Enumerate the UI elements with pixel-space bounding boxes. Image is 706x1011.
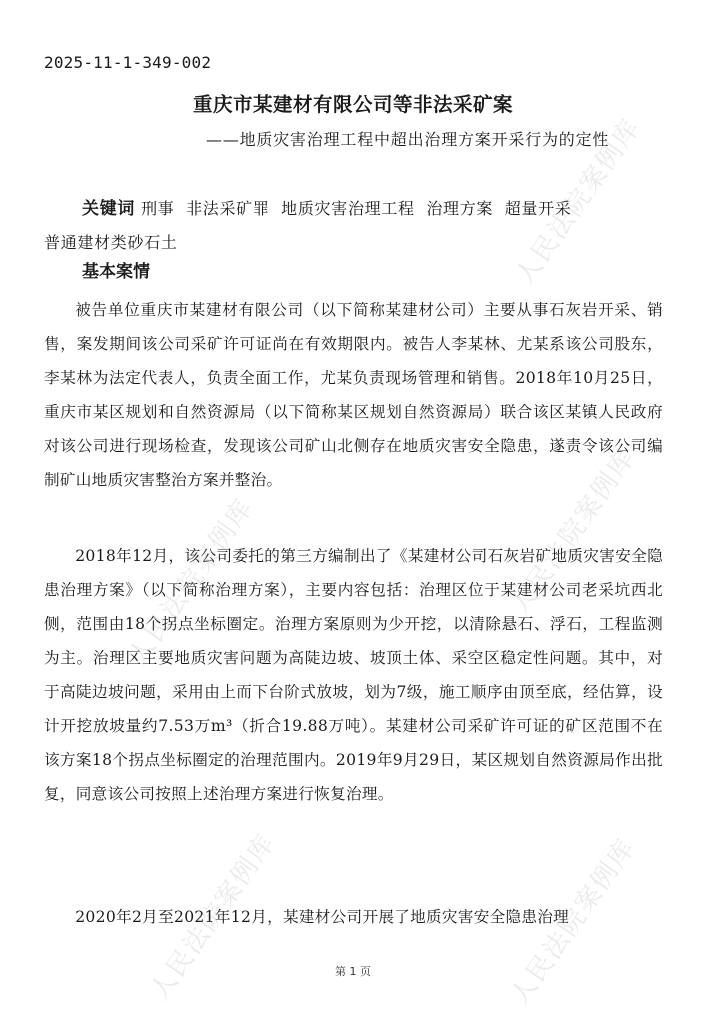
watermark: 人民法院案例库 xyxy=(144,827,282,1006)
section-heading-basic-facts: 基本案情 xyxy=(82,262,150,282)
page-footer: 第 1 页 xyxy=(335,965,371,978)
paragraph-2: 2018年12月，该公司委托的第三方编制出了《某建材公司石灰岩矿地质灾害安全隐患治理方案》（以下简称治理方案），主要内容包括：治理区位于某建材公司老采坑西北侧，范围由18个拐点坐标圈定。治理方案原则为少开挖，以清除悬石、浮石，工程监测为主。治理区主要地质灾害问题为高陡边坡、坡顶土体、采空区稳定性问题。其中，对于高陡边坡问题，采用由上而下台阶式放坡，划为7级，施工顺序由顶至底，经估算，设计开挖放坡量约7.53万m³（折合19.88万吨）。某建材公司采矿许可证的矿区范围不在该方案18个拐点坐标圈定的治理范围内。2019年9月29日，某区规划自然资源局作出批复，同意该公司按照上述治理方案进行恢复治理。 xyxy=(44,547,663,803)
case-id: 2025-11-1-349-002 xyxy=(44,53,212,72)
watermark: 人民法院案例库 xyxy=(509,112,647,291)
keywords-block xyxy=(44,192,664,259)
document-title: 重庆市某建材有限公司等非法采矿案 xyxy=(192,93,513,116)
watermark: 人民法院案例库 xyxy=(504,832,642,1011)
keywords-label: 关键词 xyxy=(82,199,136,219)
keywords-line-2: 普通建材类砂石土 xyxy=(44,233,178,252)
watermark: 人民法院案例库 xyxy=(504,442,642,621)
keywords-text-1: 刑事 非法采矿罪 地质灾害治理工程 治理方案 超量开采 xyxy=(141,199,572,218)
keywords-line-1 xyxy=(44,192,664,226)
paragraph-3: 2020年2月至2021年12月，某建材公司开展了地质灾害安全隐患治理 xyxy=(75,908,570,926)
watermark: 人民法院案例库 xyxy=(122,492,260,671)
paragraph-1: 被告单位重庆市某建材有限公司（以下简称某建材公司）主要从事石灰岩开采、销售，案发期间该公司采矿许可证尚在有效期限内。被告人李某林、尤某系该公司股东，李某林为法定代表人，负责全面工作，尤某负责现场管理和销售。2018年10月25日，重庆市某区规划和自然资源局（以下简称某区规划自然资源局）联合该区某镇人民政府对该公司进行现场检查，发现该公司矿山北侧存在地质灾害安全隐患，遂责令该公司编制矿山地质灾害整治方案并整治。 xyxy=(44,301,663,489)
document-subtitle: ——地质灾害治理工程中超出治理方案开采行为的定性 xyxy=(206,130,610,149)
